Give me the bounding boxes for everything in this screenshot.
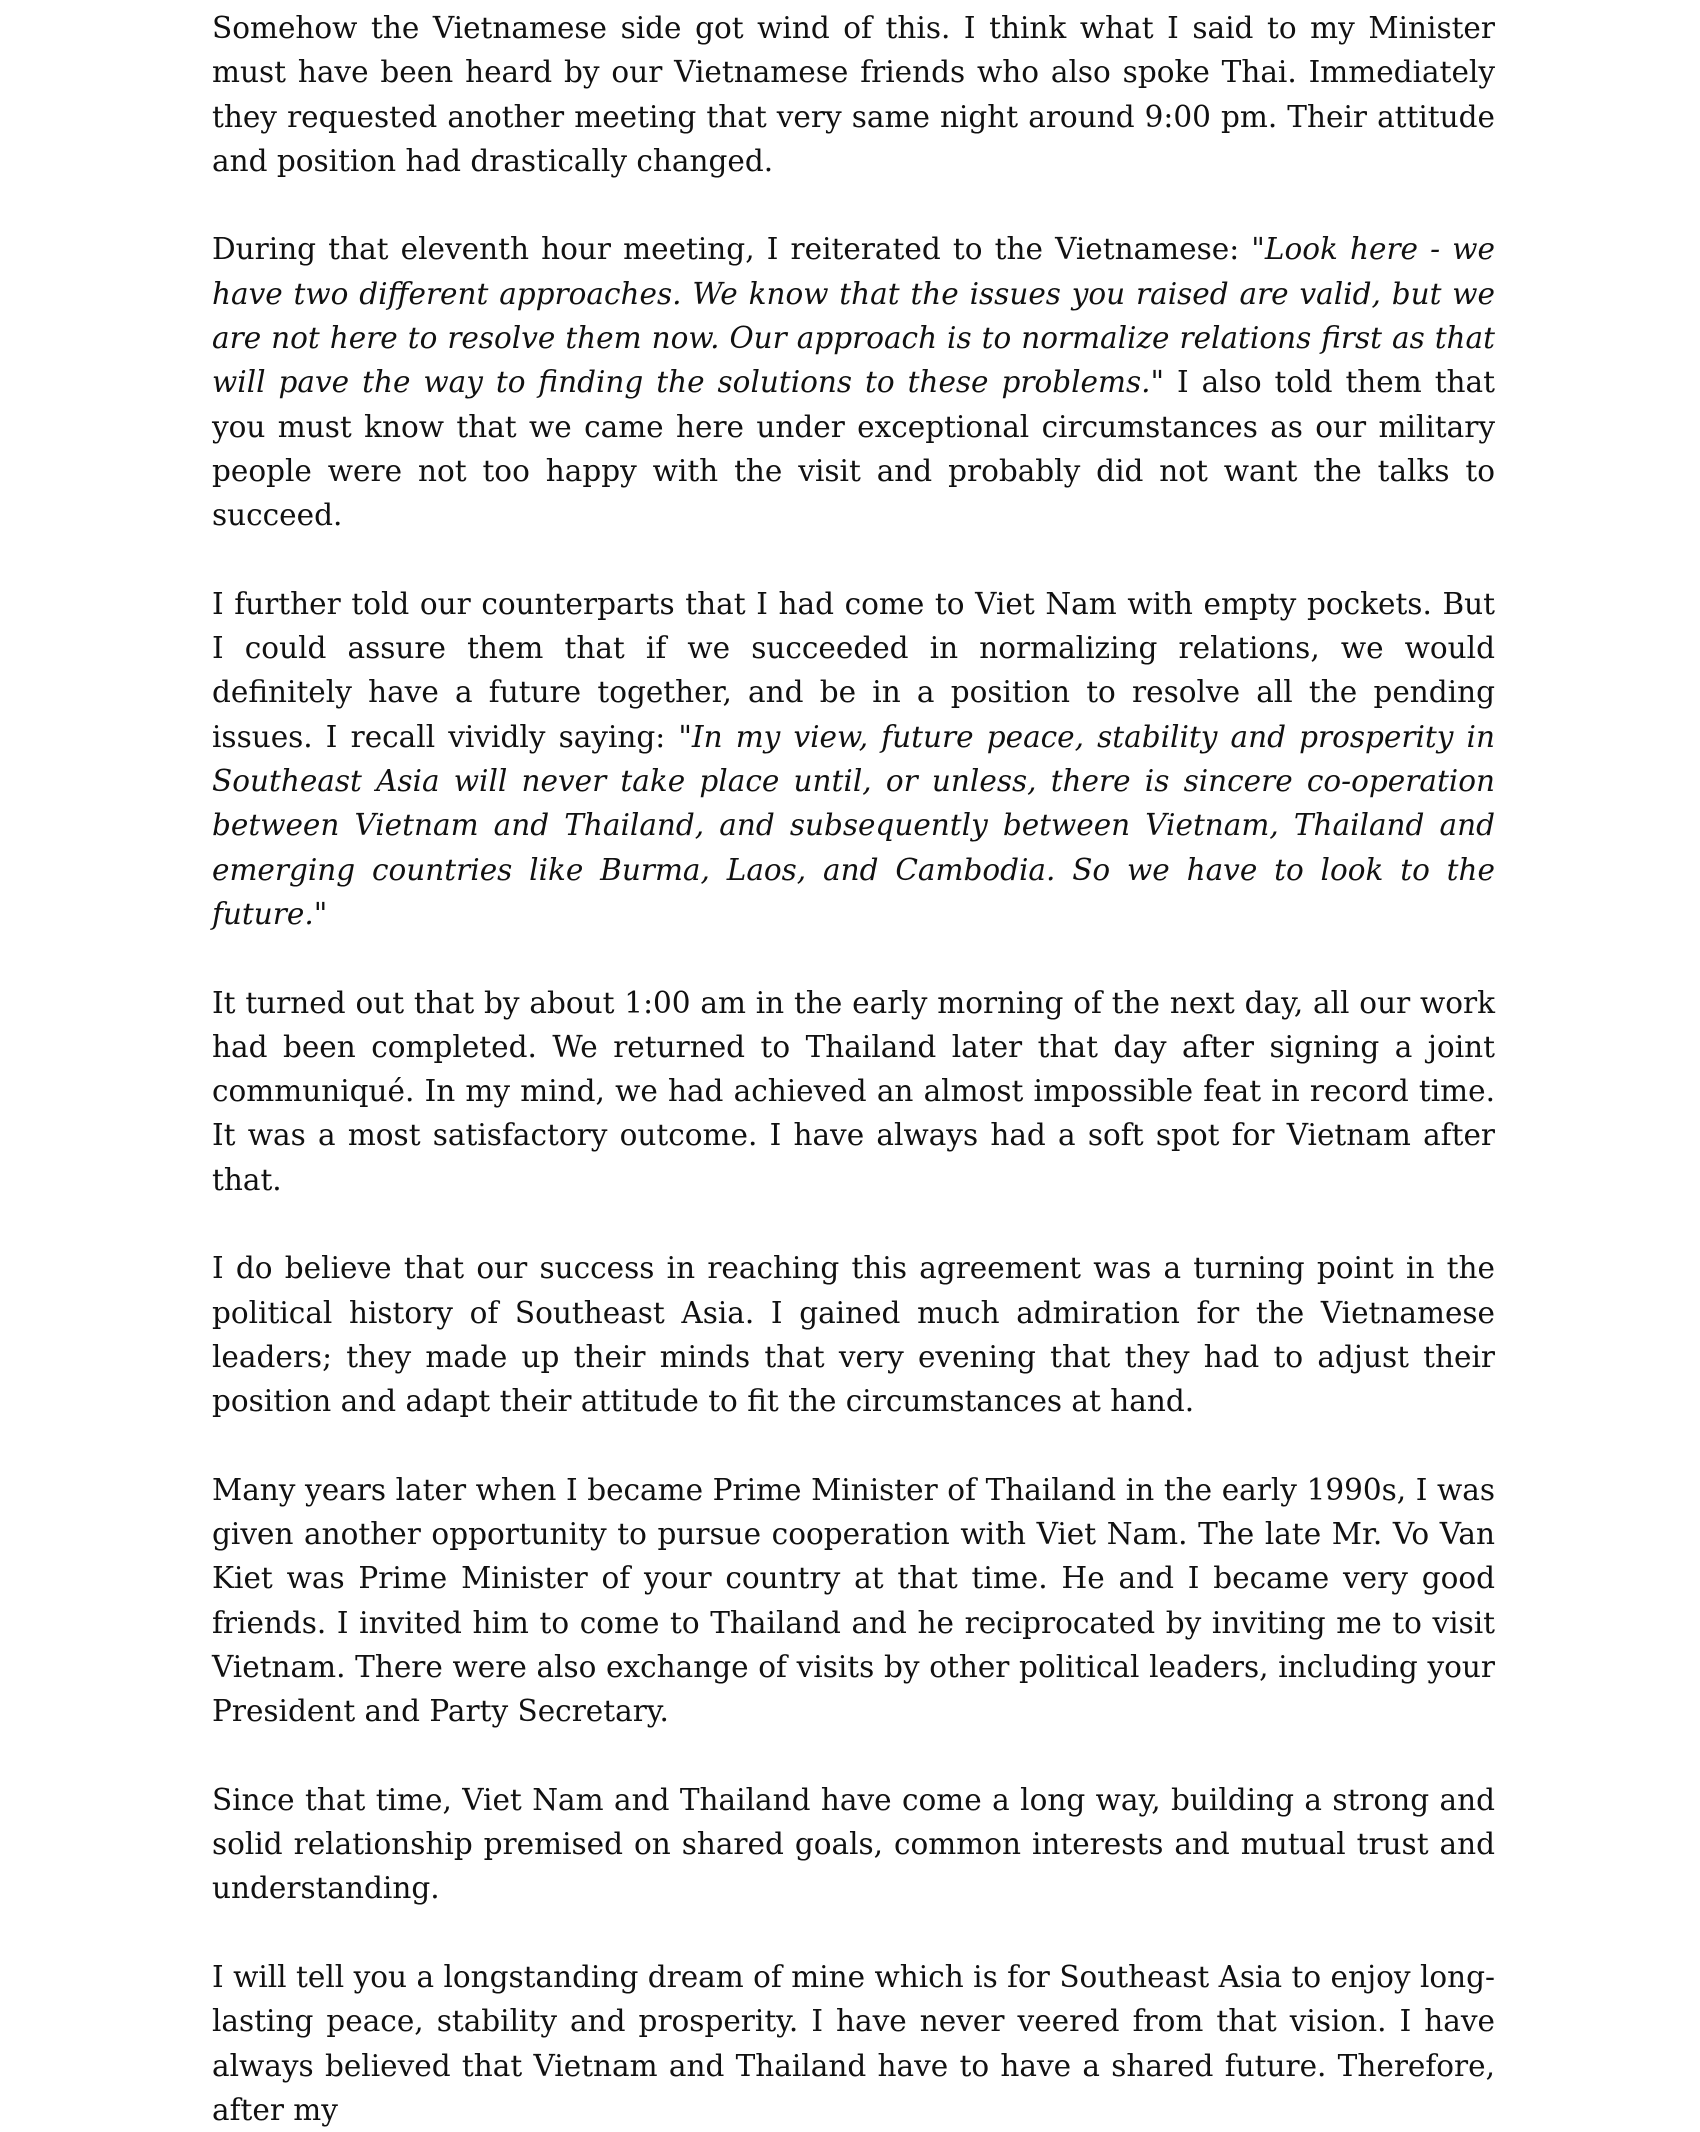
quoted-speech: "Look here - we have two different approaches. We know that the issues you raised are valid, but we are not here to resolve them now. Our approach is to normalize relations first as that will pave the way to finding the solutions to these problems." — [212, 232, 1495, 400]
paragraph — [212, 1246, 1495, 1423]
paragraph-text: Somehow the Vietnamese side got wind of this. I think what I said to my Minister must have been heard by our Vietnamese friends who also spoke Thai. Immediately they requested another meeting that very same night around 9:00 pm. Their attitude and position had drastically changed. — [212, 11, 1495, 178]
paragraph-text: I will tell you a longstanding dream of mine which is for Southeast Asia to enjoy long-lasting peace, stability and prosperity. I have never veered from that vision. I have always believed that Vietnam and Thailand have to have a shared future. Therefore, after my — [212, 1960, 1495, 2127]
paragraph — [212, 1955, 1495, 2132]
paragraph — [212, 6, 1495, 183]
body-text — [212, 6, 1495, 2132]
paragraph — [212, 1778, 1495, 1911]
quoted-speech: "In my view, future peace, stability and prosperity in Southeast Asia will never take place until, or unless, there is sincere co-operation between Vietnam and Thailand, and subsequently between Vietnam, Thailand and emerging countries like Burma, Laos, and Cambodia. So we have to look to the future." — [212, 719, 1495, 931]
paragraph-text: During that eleventh hour meeting, I reiterated to the Vietnamese: — [212, 232, 1252, 267]
paragraph-text: Many years later when I became Prime Minister of Thailand in the early 1990s, I was given another opportunity to pursue cooperation with Viet Nam. The late Mr. Vo Van Kiet was Prime Minister of your country at that time. He and I became very good friends. I invited him to come to Thailand and he reciprocated by inviting me to visit Vietnam. There were also exchange of visits by other political leaders, including your President and Party Secretary. — [212, 1472, 1495, 1729]
paragraph — [212, 981, 1495, 1202]
paragraph-text: I further told our counterparts that I had come to Viet Nam with empty pockets. But I could assure them that if we succeeded in normalizing relations, we would definitely have a future together, and be in a position to resolve all the pending issues. I recall vividly saying: — [212, 586, 1495, 754]
paragraph-text: I also told them that you must know that we came here under exceptional circumstances as our military people were not too happy with the visit and probably did not want the talks to succeed. — [212, 365, 1496, 533]
paragraph-text: I do believe that our success in reaching this agreement was a turning point in the political history of Southeast Asia. I gained much admiration for the Vietnamese leaders; they made up their minds that very evening that they had to adjust their position and adapt their attitude to fit the circumstances at hand. — [212, 1251, 1495, 1419]
paragraph — [212, 582, 1495, 936]
paragraph — [212, 1468, 1495, 1734]
paragraph-text: It turned out that by about 1:00 am in the early morning of the next day, all our work had been completed. We returned to Thailand later that day after signing a joint communiqué. In my mind, we had achieved an almost impossible feat in record time. It was a most satisfactory outcome. I have always had a soft spot for Vietnam after that. — [212, 985, 1495, 1197]
paragraph — [212, 227, 1495, 537]
paragraph-text: Since that time, Viet Nam and Thailand have come a long way, building a strong and solid relationship premised on shared goals, common interests and mutual trust and understanding. — [212, 1782, 1495, 1906]
